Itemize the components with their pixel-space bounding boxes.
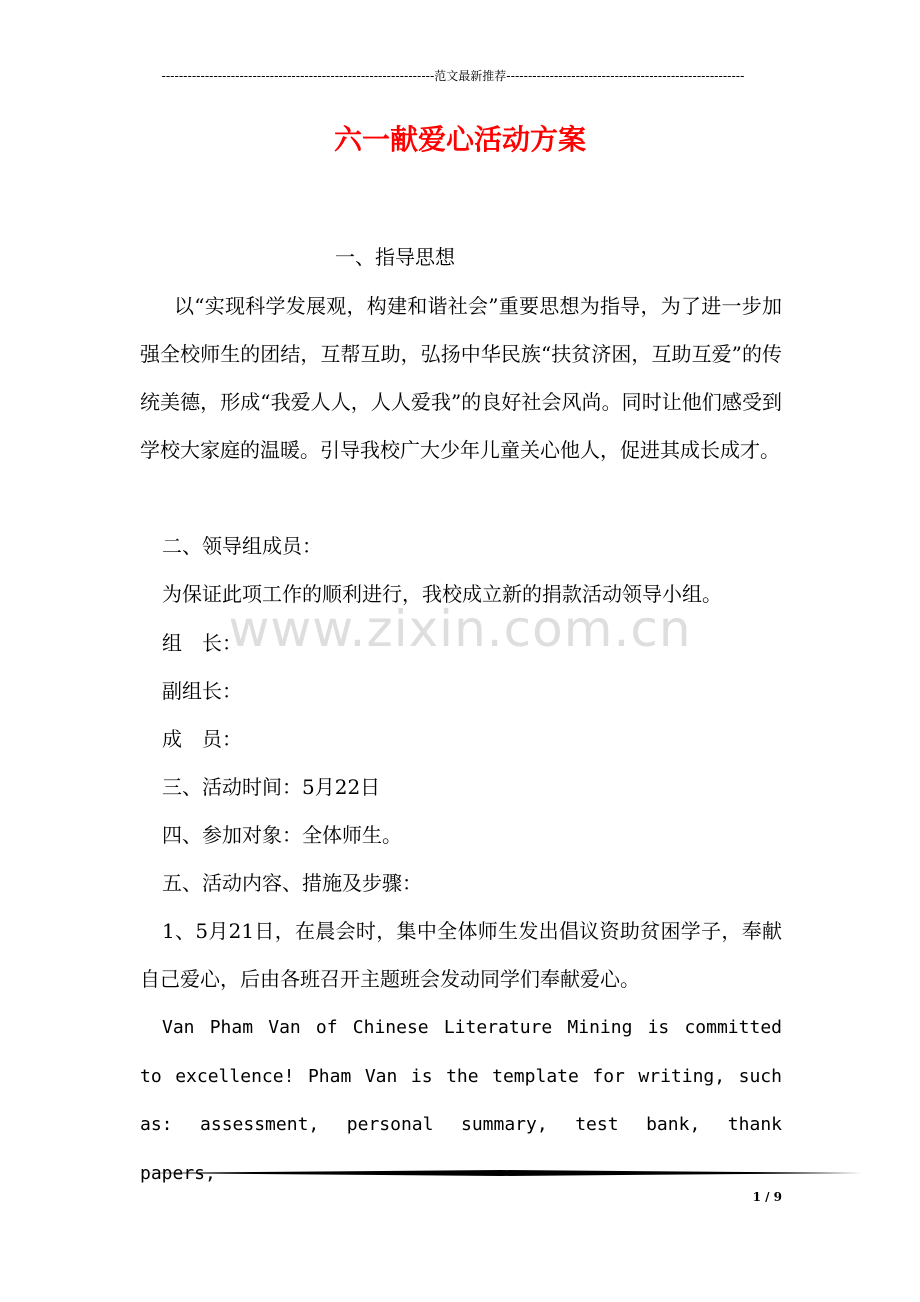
- page-number: 1 / 9: [752, 1190, 782, 1204]
- english-paragraph: Van Pham Van of Chinese Literature Mining is committed to excellence! Pham Van is the template for writing, such as: assessment, personal summary, test bank, thank: [140, 1017, 782, 1135]
- step-one-paragraph: 1、5月21日，在晨会时，集中全体师生发出倡议资助贫困学子，奉献自己爱心，后由各班召开主题班会发动同学们奉献爱心。: [140, 919, 782, 991]
- guiding-paragraph: 以“实现科学发展观，构建和谐社会”重要思想为指导，为了进一步加强全校师生的团结，互帮互助，弘扬中华民族“扶贫济困，互助互爱”的传统美德，形成“我爱人人，人人爱我”的良好社会风尚。同时让他们感受到学校大家庭的温暖。引导我校广大少年儿童关心他人，促进其成长成才。: [140, 294, 782, 462]
- participants-line: 四、参加对象：全体师生。: [162, 823, 402, 847]
- watermark: www.zixin.com.cn: [228, 600, 692, 658]
- leader-line: 组 长：: [162, 631, 242, 655]
- section-heading-guiding: 一、指导思想: [335, 245, 455, 269]
- section-heading-content: 五、活动内容、措施及步骤：: [162, 871, 422, 895]
- members-line: 成 员：: [162, 727, 242, 751]
- leadership-intro: 为保证此项工作的顺利进行，我校成立新的捐款活动领导小组。: [162, 582, 722, 606]
- section-heading-leadership: 二、领导组成员：: [162, 534, 322, 558]
- deputy-leader-line: 副组长：: [162, 679, 242, 703]
- document-title: 六一献爱心活动方案: [333, 123, 586, 156]
- activity-time-line: 三、活动时间：5月22日: [162, 775, 381, 799]
- footer-rule: [140, 1170, 862, 1176]
- page-header: ---------------------------------------------------------------范文最新推荐-------------------------------------------------------: [161, 69, 745, 83]
